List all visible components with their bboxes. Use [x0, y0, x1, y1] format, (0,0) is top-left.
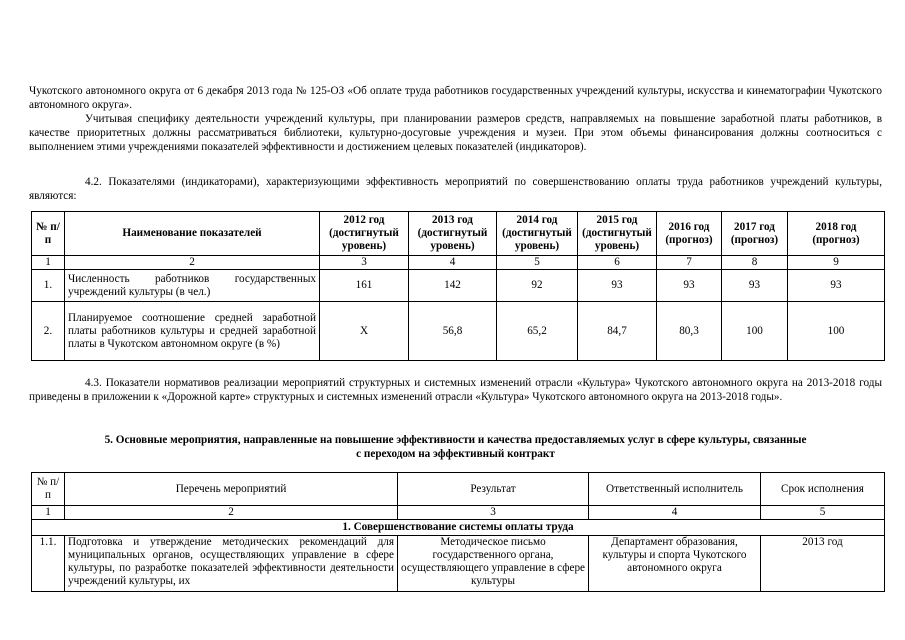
column-header: Результат — [398, 473, 589, 506]
column-header: № п/п — [32, 473, 65, 506]
column-number: 5 — [497, 256, 578, 270]
value-cell: 93 — [788, 270, 885, 302]
value-cell: 100 — [788, 302, 885, 361]
intro-paragraph-1: Чукотского автономного округа от 6 декабря 2013 года № 125-ОЗ «Об оплате труда работников государственных учреждений культуры, искусства и кинематографии Чукотского автономного округа». — [29, 85, 882, 111]
indicator-name: Планируемое соотношение средней заработной платы работников культуры и средней заработной платы в Чукотском автономном округе (в %) — [65, 302, 320, 361]
value-cell: 93 — [578, 270, 657, 302]
column-header: 2013 год (достигнутый уровень) — [409, 212, 497, 256]
result-text: Методическое письмо государственного органа, осуществляющего управление в сфере культуры — [398, 536, 589, 592]
column-numbering-row — [32, 256, 885, 270]
section-5-title — [29, 433, 882, 461]
term-text: 2013 год — [761, 536, 885, 592]
column-number: 7 — [657, 256, 722, 270]
value-cell: 93 — [722, 270, 788, 302]
paragraph-4-3: 4.3. Показатели нормативов реализации мероприятий структурных и системных изменений отрасли «Культура» Чукотского автономного округа на 2013-2018 годы приведены в приложении к «Дорожной карте» структурных и системных изменений отрасли «Культура» Чукотского автономного округа на 2013-2018 годы». — [29, 377, 882, 403]
value-cell: 92 — [497, 270, 578, 302]
column-numbering-row — [32, 506, 885, 520]
column-number: 5 — [761, 506, 885, 520]
value-cell: 56,8 — [409, 302, 497, 361]
value-cell: 65,2 — [497, 302, 578, 361]
column-header: 2018 год (прогноз) — [788, 212, 885, 256]
intro-paragraph-2: Учитывая специфику деятельности учреждений культуры, при планировании размеров средств, направляемых на повышение заработной платы работников, в качестве приоритетных должны рассматриваться библиотеки, культурно-досуговые учреждения и музеи. При этом объемы финансирования должны соотноситься с выполнением этими учреждениями показателей эффективности и достижением целевых показателей (индикаторов). — [29, 113, 882, 153]
column-header: 2016 год (прогноз) — [657, 212, 722, 256]
column-header: 2014 год (достигнутый уровень) — [497, 212, 578, 256]
subsection-row — [32, 520, 885, 536]
section-5-title-line-1: 5. Основные мероприятия, направленные на повышение эффективности и качества предоставляемых услуг в сфере культуры, связанные — [104, 434, 807, 446]
table-header-row — [32, 212, 885, 256]
column-header: 2015 год (достигнутый уровень) — [578, 212, 657, 256]
column-number: 4 — [589, 506, 761, 520]
table-row — [32, 536, 885, 592]
value-cell: 80,3 — [657, 302, 722, 361]
value-cell: 93 — [657, 270, 722, 302]
column-header: Ответственный исполнитель — [589, 473, 761, 506]
column-header: Срок исполнения — [761, 473, 885, 506]
row-number: 2. — [32, 302, 65, 361]
column-number: 9 — [788, 256, 885, 270]
column-number: 1 — [32, 506, 65, 520]
value-cell: 100 — [722, 302, 788, 361]
column-number: 3 — [398, 506, 589, 520]
row-number: 1.1. — [32, 536, 65, 592]
column-number: 2 — [65, 506, 398, 520]
column-number: 1 — [32, 256, 65, 270]
executor-text: Департамент образования, культуры и спорта Чукотского автономного округа — [589, 536, 761, 592]
value-cell: 84,7 — [578, 302, 657, 361]
indicators-table — [31, 211, 885, 361]
table-row — [32, 270, 885, 302]
value-cell: 161 — [320, 270, 409, 302]
column-header: Перечень мероприятий — [65, 473, 398, 506]
section-5-title-line-2: с переходом на эффективный контракт — [356, 448, 555, 460]
column-number: 3 — [320, 256, 409, 270]
measure-text: Подготовка и утверждение методических рекомендаций для муниципальных органов, осуществляющих управление в сфере культуры, по разработке показателей эффективности деятельности учреждений культуры, их — [65, 536, 398, 592]
value-cell: Х — [320, 302, 409, 361]
column-number: 4 — [409, 256, 497, 270]
column-header: 2012 год (достигнутый уровень) — [320, 212, 409, 256]
measures-table — [31, 472, 885, 592]
value-cell: 142 — [409, 270, 497, 302]
column-number: 8 — [722, 256, 788, 270]
column-header: 2017 год (прогноз) — [722, 212, 788, 256]
row-number: 1. — [32, 270, 65, 302]
column-header: № п/п — [32, 212, 65, 256]
column-number: 2 — [65, 256, 320, 270]
table-header-row — [32, 473, 885, 506]
indicator-name: Численность работников государственных учреждений культуры (в чел.) — [65, 270, 320, 302]
column-header: Наименование показателей — [65, 212, 320, 256]
table-row — [32, 302, 885, 361]
column-number: 6 — [578, 256, 657, 270]
intro-paragraph-3: 4.2. Показателями (индикаторами), характеризующими эффективность мероприятий по совершенствованию оплаты труда работников учреждений культуры, являются: — [29, 176, 882, 202]
subsection-title: 1. Совершенствование системы оплаты труда — [32, 520, 885, 536]
